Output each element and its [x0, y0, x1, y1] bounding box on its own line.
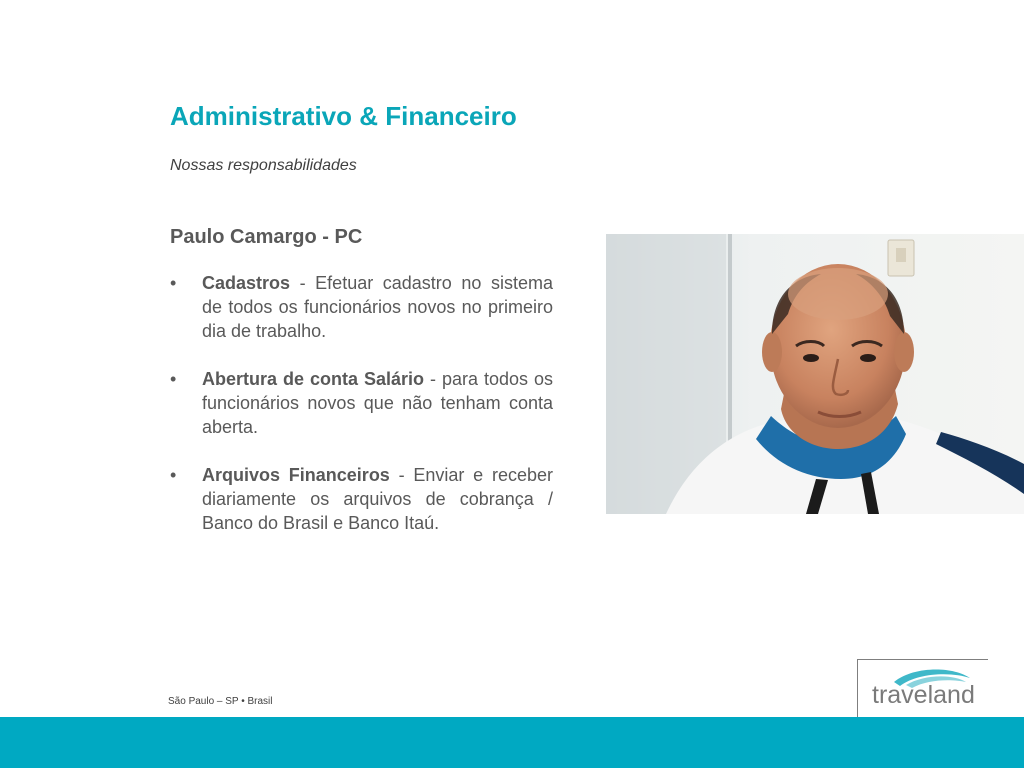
responsibility-text: - Enviar e receber diariamente os arquivos de cobrança / Banco do Brasil e Banco Itaú. [202, 465, 554, 533]
responsibility-text: - para todos os funcionários novos que não tenham conta aberta. [202, 369, 553, 437]
responsibility-item-cadastros [170, 271, 553, 343]
traveland-logo [857, 659, 988, 717]
responsibility-label: Cadastros [202, 273, 291, 293]
bullet-icon: • [170, 369, 177, 389]
page-subtitle: Nossas responsabilidades [170, 157, 357, 174]
responsibility-item-abertura [170, 367, 553, 439]
logo-mark [858, 660, 988, 717]
responsibilities-list [170, 271, 553, 559]
responsibility-label: Abertura de conta Salário [202, 369, 424, 389]
person-name: Paulo Camargo - PC [170, 226, 363, 248]
page-title: Administrativo & Financeiro [170, 101, 517, 131]
bullet-icon: • [170, 273, 177, 293]
footer-band [0, 717, 1024, 768]
portrait-illustration [606, 234, 1024, 514]
footer-location: São Paulo – SP • Brasil [168, 696, 273, 707]
logo-wordmark: traveland [872, 681, 975, 709]
responsibility-label: Arquivos Financeiros [202, 465, 390, 485]
bullet-icon: • [170, 465, 177, 485]
responsibility-text: - Efetuar cadastro no sistema de todos os funcionários novos no primeiro dia de trabalho. [202, 273, 553, 341]
responsibility-item-arquivos [170, 463, 553, 535]
portrait-photo [606, 234, 1024, 514]
